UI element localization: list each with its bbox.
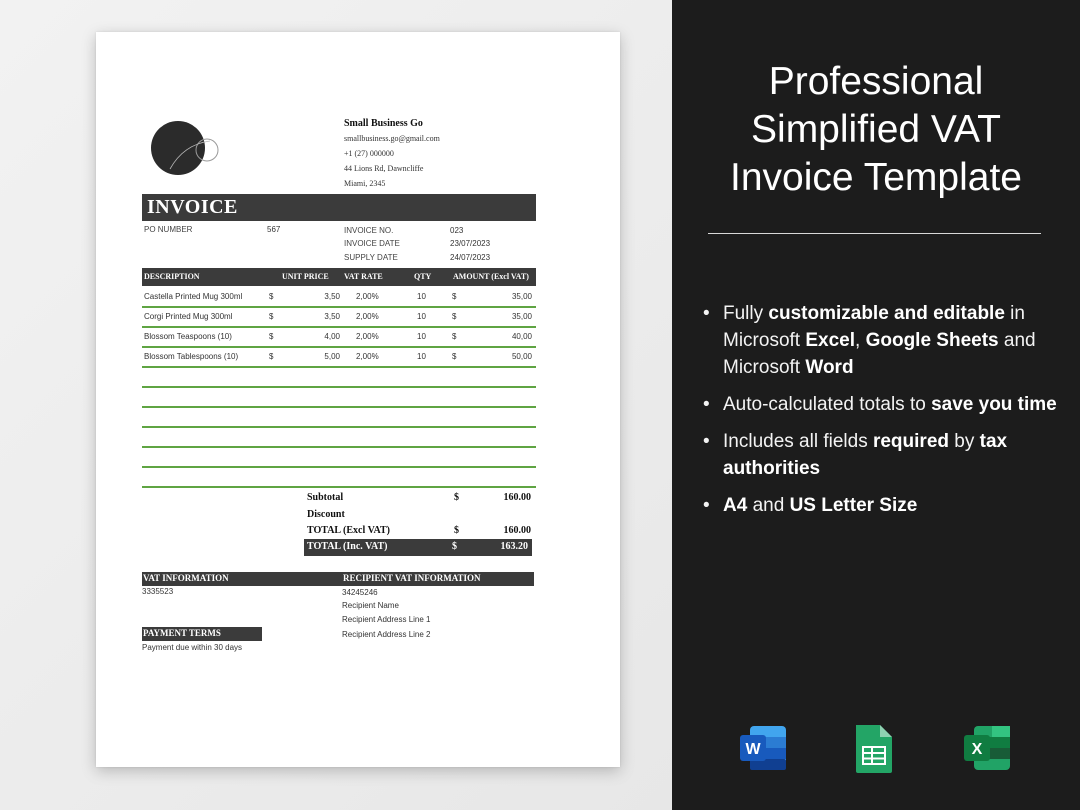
item-vat-rate: 2,00% — [356, 312, 379, 321]
invoice-date-label: INVOICE DATE — [344, 239, 400, 248]
table-row — [142, 287, 536, 308]
feature-text: Includes all fields — [723, 431, 873, 452]
google-sheets-icon — [852, 723, 896, 775]
col-amount: AMOUNT (Excl VAT) — [453, 272, 529, 281]
total-excl-value: 160.00 — [503, 525, 531, 536]
item-currency: $ — [269, 352, 274, 361]
item-amount-currency: $ — [452, 352, 457, 361]
total-inc-currency: $ — [452, 541, 457, 552]
feature-list — [703, 300, 1063, 529]
item-vat-rate: 2,00% — [356, 332, 379, 341]
subtotal-value: 160.00 — [503, 492, 531, 503]
col-description: DESCRIPTION — [144, 272, 200, 281]
total-excl-currency: $ — [454, 525, 459, 536]
total-excl-label: TOTAL (Excl VAT) — [307, 525, 390, 536]
panel-title-line-1: Professional — [768, 60, 984, 103]
item-description: Blossom Teaspoons (10) — [144, 332, 232, 341]
total-inc-bar — [304, 539, 532, 556]
item-amount: 50,00 — [511, 352, 532, 361]
title-divider — [708, 233, 1041, 234]
item-qty: 10 — [417, 332, 426, 341]
excel-icon-letter: X — [971, 741, 983, 758]
panel-title-line-3: Invoice Template — [730, 156, 1022, 199]
item-amount-currency: $ — [452, 292, 457, 301]
vat-information-bar — [142, 572, 342, 586]
feature-text: Fully — [723, 303, 769, 324]
subtotal-label: Subtotal — [307, 492, 344, 503]
item-description: Corgi Printed Mug 300ml — [144, 312, 233, 321]
payment-terms-text: Payment due within 30 days — [142, 643, 243, 652]
item-unit-price: 3,50 — [324, 312, 340, 321]
payment-terms-bar — [142, 627, 262, 641]
bullet-icon: • — [703, 303, 710, 324]
item-description: Blossom Tablespoons (10) — [144, 352, 239, 361]
table-row — [142, 327, 536, 348]
item-amount: 35,00 — [511, 312, 532, 321]
item-currency: $ — [269, 292, 274, 301]
recipient-address-1: Recipient Address Line 1 — [342, 615, 431, 624]
recipient-name: Recipient Name — [342, 601, 399, 610]
item-unit-price: 4,00 — [324, 332, 340, 341]
item-qty: 10 — [417, 292, 426, 301]
vat-number: 3335523 — [142, 587, 174, 596]
vat-information-title: VAT INFORMATION — [143, 573, 229, 583]
recipient-address-2: Recipient Address Line 2 — [342, 630, 431, 639]
col-vat-rate: VAT RATE — [344, 272, 383, 281]
feature-bold: Word — [805, 357, 854, 378]
company-address-2: Miami, 2345 — [344, 179, 386, 188]
item-qty: 10 — [417, 312, 426, 321]
feature-item-sizes — [703, 492, 1063, 519]
feature-text: and Microsoft — [723, 330, 1036, 378]
total-inc-value: 163.20 — [500, 541, 528, 552]
bullet-icon: • — [703, 495, 710, 516]
feature-bold: required — [872, 431, 949, 452]
feature-item-auto-calc — [703, 391, 1063, 418]
col-unit-price: UNIT PRICE — [282, 272, 329, 281]
bullet-icon: • — [703, 394, 710, 415]
item-vat-rate: 2,00% — [356, 292, 379, 301]
invoice-date-value: 23/07/2023 — [450, 239, 491, 248]
feature-bold: Excel — [805, 330, 856, 351]
recipient-vat-title: RECIPIENT VAT INFORMATION — [343, 573, 481, 583]
company-name: Small Business Go — [344, 118, 423, 129]
invoice-title-bar — [142, 194, 536, 221]
table-row — [142, 347, 536, 368]
bullet-icon: • — [703, 431, 710, 452]
company-phone: +1 (27) 000000 — [344, 149, 394, 158]
feature-text: and — [747, 495, 790, 516]
invoice-no-label: INVOICE NO. — [344, 226, 394, 235]
feature-panel — [672, 0, 1080, 810]
supply-date-label: SUPPLY DATE — [344, 253, 398, 262]
table-row — [142, 307, 536, 328]
empty-row — [142, 427, 536, 448]
feature-item-fields — [703, 428, 1063, 482]
feature-text: , — [855, 330, 866, 351]
item-currency: $ — [269, 332, 274, 341]
company-email: smallbusiness.go@gmail.com — [344, 134, 440, 143]
word-icon-letter: W — [745, 741, 761, 758]
item-amount: 35,00 — [511, 292, 532, 301]
feature-text: Auto-calculated totals to — [723, 394, 932, 415]
feature-bold: customizable and editable — [768, 303, 1005, 324]
feature-bold: US Letter Size — [789, 495, 918, 516]
supply-date-value: 24/07/2023 — [450, 253, 491, 262]
company-block — [344, 116, 440, 191]
empty-row — [142, 407, 536, 428]
subtotal-currency: $ — [454, 492, 459, 503]
item-amount: 40,00 — [511, 332, 532, 341]
feature-bold: tax authorities — [723, 431, 1008, 479]
item-qty: 10 — [417, 352, 426, 361]
feature-text: in Microsoft — [723, 303, 1025, 351]
po-number-value: 567 — [267, 225, 281, 234]
company-address-1: 44 Lions Rd, Dawncliffe — [344, 164, 424, 173]
invoice-title: INVOICE — [147, 196, 238, 218]
col-qty: QTY — [414, 272, 432, 281]
payment-terms-title: PAYMENT TERMS — [143, 628, 221, 638]
po-number-label: PO NUMBER — [144, 225, 193, 234]
panel-title — [672, 58, 1080, 202]
word-icon — [738, 723, 788, 773]
discount-label: Discount — [307, 509, 345, 520]
feature-text: by — [949, 431, 980, 452]
empty-row — [142, 447, 536, 468]
invoice-paper — [96, 32, 620, 767]
item-currency: $ — [269, 312, 274, 321]
feature-bold: Google Sheets — [865, 330, 999, 351]
feature-bold: A4 — [723, 495, 748, 516]
panel-title-line-2: Simplified VAT — [751, 108, 1001, 151]
item-description: Castella Printed Mug 300ml — [144, 292, 243, 301]
item-vat-rate: 2,00% — [356, 352, 379, 361]
empty-row — [142, 387, 536, 408]
recipient-vat-bar — [342, 572, 534, 586]
items-table-header — [142, 268, 536, 286]
invoice-no-value: 023 — [450, 226, 464, 235]
excel-icon — [962, 723, 1012, 773]
empty-row — [142, 467, 536, 488]
empty-row — [142, 367, 536, 388]
item-amount-currency: $ — [452, 312, 457, 321]
logo-icon — [150, 121, 220, 177]
recipient-vat-number: 34245246 — [342, 588, 378, 597]
item-amount-currency: $ — [452, 332, 457, 341]
feature-item-customizable — [703, 300, 1063, 381]
item-unit-price: 5,00 — [324, 352, 340, 361]
feature-bold: save you time — [931, 394, 1057, 415]
item-unit-price: 3,50 — [324, 292, 340, 301]
total-inc-label: TOTAL (Inc. VAT) — [307, 541, 388, 552]
